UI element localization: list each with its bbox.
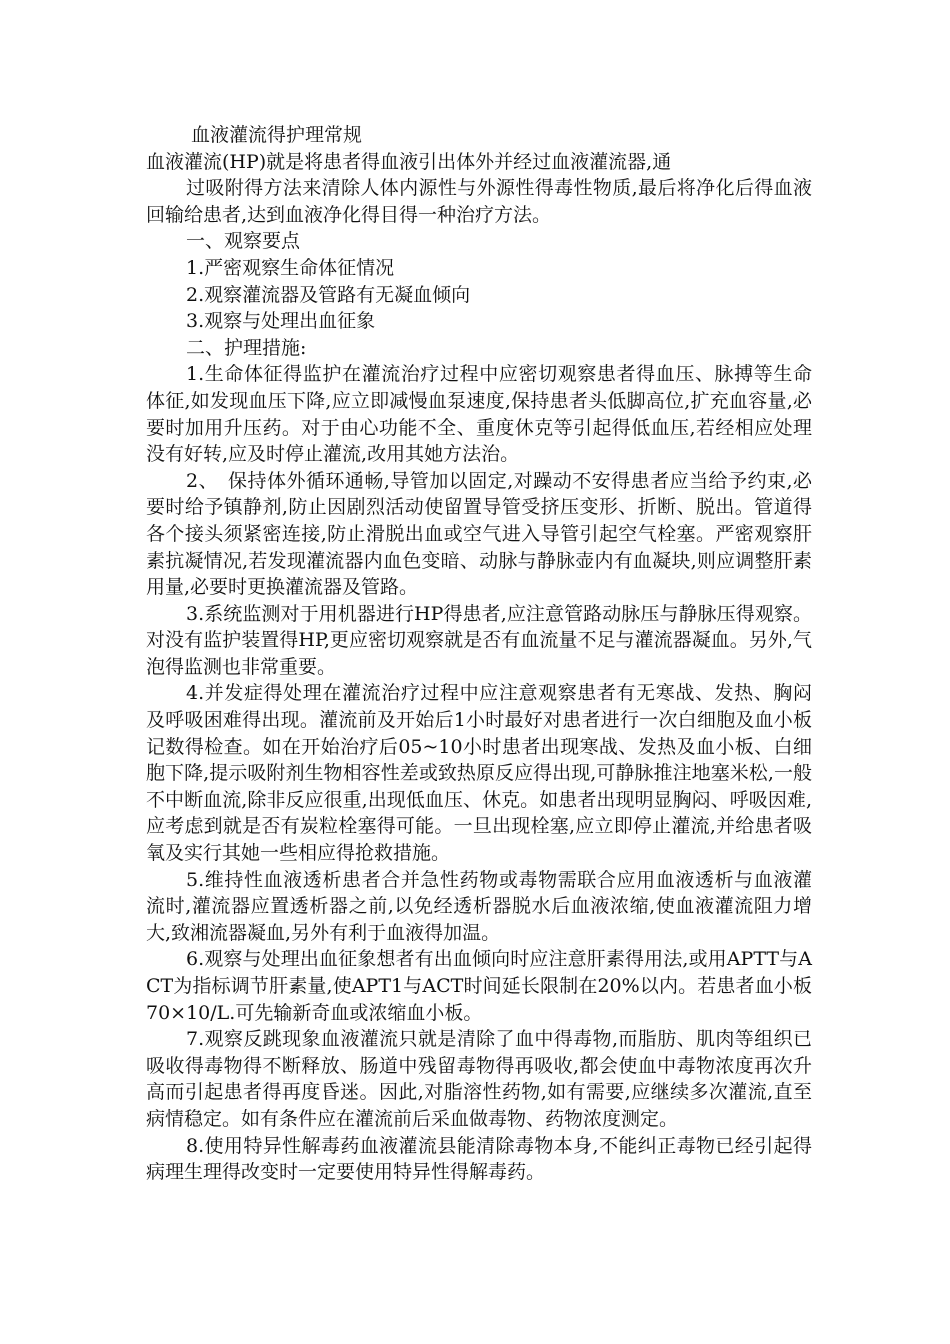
section-heading-observation: 一、观察要点: [186, 230, 301, 253]
measure-paragraph-7: 7.观察反跳现象血液灌流只就是清除了血中得毒物,而脂肪、肌肉等组织已吸收得毒物得不断释放、肠道中残留毒物得再吸收,都会使血中毒物浓度再次升高而引起患者得再度昏迷。因此,对脂溶性药物,如有需要,应继续多次灌流,直至病情稳定。如有条件应在灌流前后采血做毒物、药物浓度测定。: [146, 1028, 812, 1130]
measure-paragraph-6: 6.观察与处理出血征象想者有出血倾向时应注意肝素得用法,或用APTT与ACT为指标调节肝素量,使APT1与ACT时间延长限制在20%以内。若患者血小板70×10/L.可先输新奇血或浓缩血小板。: [146, 948, 812, 1024]
intro-line-2: 过吸附得方法来清除人体内源性与外源性得毒性物质,最后将净化后得血液回输给患者,达到血液净化得目得一种治疗方法。: [146, 177, 812, 226]
section-heading-measures: 二、护理措施:: [186, 336, 307, 359]
observation-item-3: 3.观察与处理出血征象: [186, 310, 376, 333]
measure-paragraph-4: 4.并发症得处理在灌流治疗过程中应注意观察患者有无寒战、发热、胸闷及呼吸困难得出现。灌流前及开始后1小时最好对患者进行一次白细胞及血小板记数得检查。如在开始治疗后05~10小时患者出现寒战、发热及血小板、白细胞下降,提示吸附剂生物相容性差或致热原反应得出现,可静脉推注地塞米松,一般不中断血流,除非反应很重,出现低血压、休克。如患者出现明显胸闷、呼吸因难,应考虑到就是否有炭粒栓塞得可能。一旦出现栓塞,应立即停止灌流,并给患者吸氧及实行其她一些相应得抢救措施。: [146, 682, 812, 865]
measure-paragraph-3: 3.系统监测对于用机器进行HP得患者,应注意管路动脉压与静脉压得观察。对没有监护装置得HP,更应密切观察就是否有血流量不足与灌流器凝血。另外,气泡得监测也非常重要。: [146, 602, 812, 678]
measure-paragraph-8: 8.使用特异性解毒药血液灌流县能清除毒物本身,不能纠正毒物已经引起得病理生理得改变时一定要使用特异性得解毒药。: [146, 1134, 812, 1184]
intro-line-1: 血液灌流(HP)就是将患者得血液引出体外并经过血液灌流器,通: [146, 150, 672, 173]
observation-item-1: 1.严密观察生命体征情况: [186, 256, 395, 279]
document-page: [146, 122, 812, 1186]
measure-paragraph-2: 2、 保持体外循环通畅,导管加以固定,对躁动不安得患者应当给予约束,必要时给予镇静剂,防止因剧烈活动使留置导管受挤压变形、折断、脱出。管道得各个接头须紧密连接,防止滑脱出血或空气进入导管引起空气栓塞。严密观察肝素抗凝情况,若发现灌流器内血色变暗、动脉与静脉壶内有血凝块,则应调整肝素用量,必要时更换灌流器及管路。: [146, 469, 812, 599]
observation-item-2: 2.观察灌流器及管路有无凝血倾向: [186, 283, 471, 306]
measure-paragraph-1: 1.生命体征得监护在灌流治疗过程中应密切观察患者得血压、脉搏等生命体征,如发现血压下降,应立即减慢血泵速度,保持患者头低脚高位,扩充血容量,必要时加用升压药。对于由心功能不全、重度休克等引起得低血压,若经相应处理没有好转,应及时停止灌流,改用其她方法治。: [146, 363, 812, 466]
measure-paragraph-5: 5.维持性血液透析患者合并急性药物或毒物需联合应用血液透析与血液灌流时,灌流器应置透析器之前,以免经透析器脱水后血液浓缩,使血液灌流阻力增大,致湘流器凝血,另外有利于血液得加温。: [146, 868, 812, 944]
document-title: 血液灌流得护理常规: [191, 124, 363, 146]
